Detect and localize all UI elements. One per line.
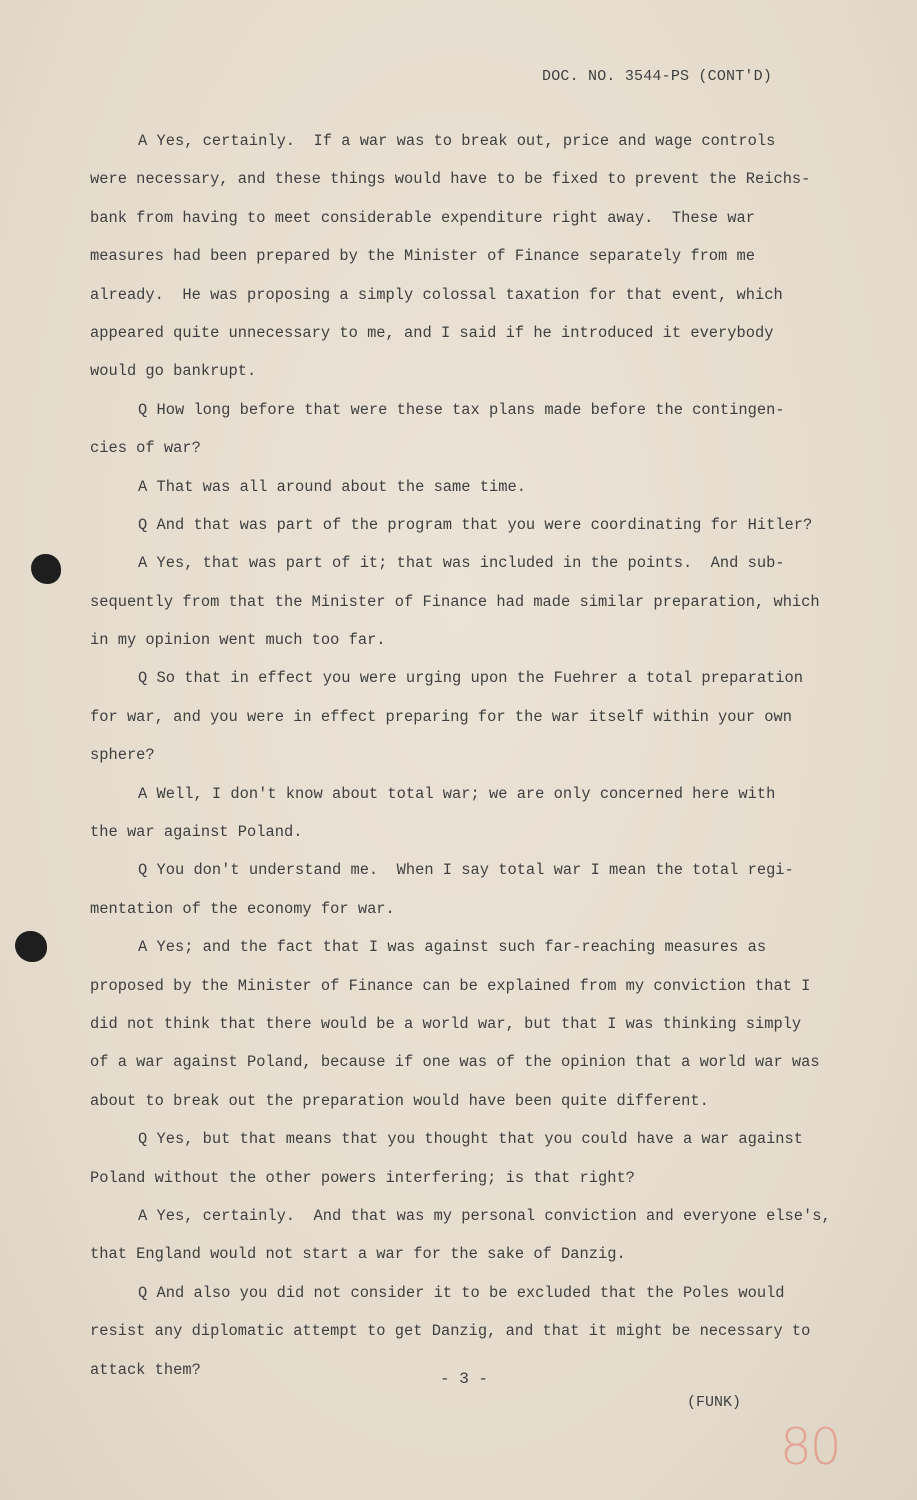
paragraph-line: [90, 1235, 860, 1273]
line-text: mentation of the economy for war.: [90, 899, 395, 918]
transcript-paragraph: [90, 659, 860, 774]
line-text: for war, and you were in effect preparing for the war itself within your own: [90, 707, 792, 726]
transcript-paragraph: [90, 775, 860, 852]
line-text: were necessary, and these things would have to be fixed to prevent the Reichs-: [90, 170, 811, 189]
transcript-paragraph: [90, 1197, 860, 1274]
line-text: Poland without the other powers interfering; is that right?: [90, 1168, 635, 1187]
speaker-label: Q: [138, 669, 148, 688]
line-text: Yes, certainly. If a war was to break out, price and wage controls: [156, 132, 776, 150]
paragraph-first-line: [90, 1274, 860, 1312]
handwritten-folio-number: 80: [780, 1418, 840, 1476]
speaker-label: A: [138, 554, 148, 573]
paragraph-first-line: [90, 122, 860, 160]
paragraph-line: [90, 583, 860, 621]
transcript-paragraph: [90, 851, 860, 928]
transcript-paragraph: [90, 1120, 860, 1197]
line-text: Yes, certainly. And that was my personal conviction and everyone else's,: [156, 1206, 831, 1225]
paragraph-line: [90, 621, 860, 659]
line-text: measures had been prepared by the Minister of Finance separately from me: [90, 247, 755, 266]
paragraph-first-line: [90, 928, 860, 966]
document-header: DOC. NO. 3544-PS (CONT'D): [542, 68, 773, 85]
speaker-label: A: [138, 938, 148, 957]
speaker-label: Q: [138, 400, 148, 419]
paragraph-line: [90, 199, 860, 237]
transcript-paragraph: [90, 506, 860, 544]
paragraph-line: [90, 1082, 860, 1120]
paragraph-line: [90, 813, 860, 851]
speaker-label: Q: [138, 1283, 148, 1302]
paragraph-line: [90, 890, 860, 928]
line-text: the war against Poland.: [90, 823, 303, 842]
paragraph-first-line: [90, 775, 860, 813]
paragraph-first-line: [90, 391, 860, 429]
line-text: already. He was proposing a simply colossal taxation for that event, which: [90, 285, 783, 304]
line-text: would go bankrupt.: [90, 362, 257, 381]
line-text: attack them?: [90, 1360, 201, 1379]
paragraph-line: [90, 1005, 860, 1043]
paragraph-line: [90, 1159, 860, 1197]
paragraph-line: [90, 160, 860, 198]
line-text: cies of war?: [90, 439, 201, 458]
speaker-label: A: [138, 477, 148, 496]
speaker-label: Q: [138, 515, 148, 534]
paragraph-line: [90, 698, 860, 736]
line-text: sequently from that the Minister of Finance had made similar preparation, which: [90, 592, 820, 611]
line-text: Yes; and the fact that I was against such far-reaching measures as: [156, 938, 767, 957]
speaker-label: A: [138, 132, 148, 150]
paragraph-line: [90, 967, 860, 1005]
line-text: did not think that there would be a world war, but that I was thinking simply: [90, 1014, 802, 1033]
line-text: How long before that were these tax plans made before the contingen-: [156, 400, 785, 419]
speaker-tag: (FUNK): [687, 1394, 742, 1411]
line-text: that England would not start a war for the sake of Danzig.: [90, 1245, 626, 1264]
transcript-paragraph: [90, 928, 860, 1120]
paragraph-first-line: [90, 851, 860, 889]
line-text: in my opinion went much too far.: [90, 631, 386, 650]
line-text: of a war against Poland, because if one was of the opinion that a world war was: [90, 1053, 820, 1072]
transcript-body: [90, 122, 860, 1389]
line-text: proposed by the Minister of Finance can be explained from my conviction that I: [90, 976, 811, 995]
speaker-label: Q: [138, 861, 148, 880]
line-text: You don't understand me. When I say total war I mean the total regi-: [156, 861, 794, 880]
paragraph-line: [90, 237, 860, 275]
paragraph-line: [90, 736, 860, 774]
punch-hole: [15, 931, 47, 962]
line-text: Yes, that was part of it; that was included in the points. And sub-: [156, 554, 785, 573]
transcript-paragraph: [90, 544, 860, 659]
paragraph-first-line: [90, 1197, 860, 1235]
transcript-paragraph: [90, 122, 860, 391]
paragraph-line: [90, 314, 860, 352]
paragraph-first-line: [90, 506, 860, 544]
line-text: And also you did not consider it to be excluded that the Poles would: [156, 1283, 785, 1302]
paragraph-line: [90, 1312, 860, 1350]
paragraph-first-line: [90, 1120, 860, 1158]
line-text: bank from having to meet considerable expenditure right away. These war: [90, 208, 755, 227]
transcript-paragraph: [90, 468, 860, 506]
paragraph-first-line: [90, 659, 860, 697]
line-text: appeared quite unnecessary to me, and I said if he introduced it everybody: [90, 323, 774, 342]
paragraph-first-line: [90, 468, 860, 506]
paragraph-line: [90, 1043, 860, 1081]
line-text: resist any diplomatic attempt to get Danzig, and that it might be necessary to: [90, 1322, 811, 1341]
speaker-label: A: [138, 1206, 148, 1225]
paragraph-first-line: [90, 544, 860, 582]
line-text: Well, I don't know about total war; we are only concerned here with: [156, 784, 776, 803]
paragraph-line: [90, 276, 860, 314]
transcript-paragraph: [90, 391, 860, 468]
page-number: - 3 -: [440, 1370, 489, 1388]
paragraph-line: [90, 429, 860, 467]
punch-hole: [31, 554, 61, 584]
paragraph-line: [90, 352, 860, 390]
line-text: That was all around about the same time.: [156, 477, 526, 496]
line-text: Yes, but that means that you thought that you could have a war against: [156, 1130, 804, 1149]
speaker-label: A: [138, 784, 148, 803]
line-text: sphere?: [90, 746, 155, 765]
speaker-label: Q: [138, 1130, 148, 1149]
line-text: And that was part of the program that you were coordinating for Hitler?: [156, 515, 813, 534]
line-text: So that in effect you were urging upon the Fuehrer a total preparation: [156, 669, 804, 688]
line-text: about to break out the preparation would have been quite different.: [90, 1091, 709, 1110]
